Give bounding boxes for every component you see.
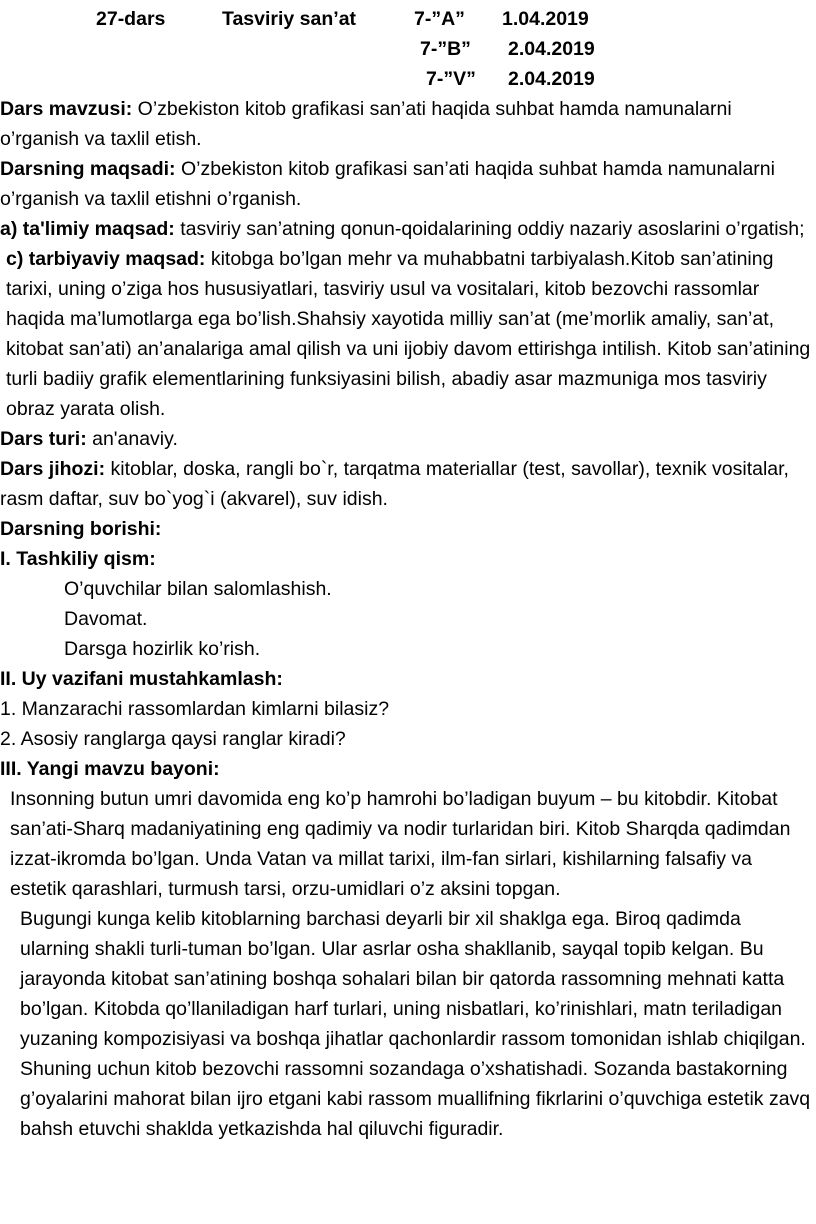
lesson-topic [0,94,812,154]
goal-c-text: kitobga bo’lgan mehr va muhabbatni tarbiyalash.Kitob san’atining tarixi, uning o’ziga hos hususiyatlari, tasviriy usul va vositalari, kitob bezovchi rassomlar haqida ma’lumotlarga ega bo’lish.Shahsiy xayotida milliy san’at (me’morlik amaliy, san’at, kitobat san’ati) an’analariga amal qilish va uni ijobiy davom ettirishga intilish. Kitob san’atining turli badiiy grafik elementlarining funksiyasini bilish, abadiy asar mazmuniga mos tasviriy obraz yarata olish. [6,248,811,420]
educational-goal [0,214,812,244]
lesson-body [0,94,812,1144]
class-name: 7-”B” [420,38,471,60]
list-item: O’quvchilar bilan salomlashish. [64,578,332,600]
lesson-equipment [0,454,812,514]
class-date: 1.04.2019 [502,8,589,30]
goal-a-label: a) ta'limiy maqsad: [0,218,175,240]
list-item: Darsga hozirlik ko’rish. [64,638,261,660]
subject-title: Tasviriy san’at [222,8,357,30]
upbringing-goal [0,244,812,424]
topic-label: Dars mavzusi: [0,98,133,120]
goal-text: O’zbekiston kitob grafikasi san’ati haqida suhbat hamda namunalarni o’rganish va taxlil etishni o’rganish. [0,158,775,210]
type-text: an'anaviy. [86,428,178,450]
equipment-text: kitoblar, doska, rangli bo`r, tarqatma materiallar (test, savollar), texnik vositalar, rasm daftar, suv bo`yog`i (akvarel), suv idish. [0,458,789,510]
section-heading: I. Tashkiliy qism: [0,548,156,570]
list-item: Davomat. [64,608,148,630]
class-date: 2.04.2019 [508,68,595,90]
goal-c-label: c) tarbiyaviy maqsad: [6,248,206,270]
paragraph: Bugungi kunga kelib kitoblarning barchasi deyarli bir xil shaklga ega. Biroq qadimda ularning shakli turli-tuman bo’lgan. Ular asrlar osha shakllanib, sayqal topib kelgan. Bu jarayonda kitobat san’atining boshqa sohalari bilan bir qatorda rassomning mehnati katta bo’lgan. Kitobda qo’llaniladigan harf turlari, uning nisbatlari, ko’rinishlari, matn teriladigan yuzaning kompozisiyasi va boshqa jihatlar qachonlardir rassom tomonidan ishlab chiqilgan. Shuning uchun kitob bezovchi rassomni sozandaga o’xshatishadi. Sozanda bastakorning g’oyalarini mahorat bilan ijro etgani kabi rassom muallifning fikrlarini o’quvchiga estetik zavq bahsh etuvchi shaklda yetkazishda hal qiluvchi figuradir. [20,908,811,1140]
class-name: 7-”A” [414,8,465,30]
lesson-number: 27-dars [96,8,166,30]
question-item: 2. Asosiy ranglarga qaysi ranglar kiradi? [0,728,346,750]
equipment-label: Dars jihozi: [0,458,106,480]
lesson-goal [0,154,812,214]
goal-label: Darsning maqsadi: [0,158,176,180]
type-label: Dars turi: [0,428,87,450]
class-name: 7-”V” [426,68,476,90]
paragraph: Insonning butun umri davomida eng ko’p hamrohi bo’ladigan buyum – bu kitobdir. Kitobat san’ati-Sharq madaniyatining eng qadimiy va nodir turlaridan biri. Kitob Sharqda qadimdan izzat-ikromda bo’lgan. Unda Vatan va millat tarixi, ilm-fan sirlari, kishilarning falsafiy va estetik qarashlari, turmush tarsi, orzu-umidlari o’z aksini topgan. [10,788,791,900]
question-item: 1. Manzarachi rassomlardan kimlarni bilasiz? [0,698,390,720]
topic-text: O’zbekiston kitob grafikasi san’ati haqida suhbat hamda namunalarni o’rganish va taxlil etish. [0,98,732,150]
lesson-type [0,424,812,454]
goal-a-text: tasviriy san’atning qonun-qoidalarining oddiy nazariy asoslarini o’rgatish; [174,218,805,240]
section-heading: II. Uy vazifani mustahkamlash: [0,668,283,690]
class-date: 2.04.2019 [508,38,595,60]
section-heading: III. Yangi mavzu bayoni: [0,758,220,780]
procedure-heading: Darsning borishi: [0,518,162,540]
